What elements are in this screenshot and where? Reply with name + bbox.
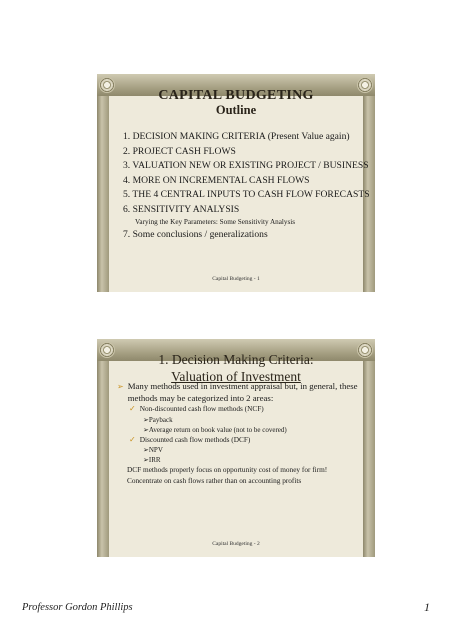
check-bullet-icon: ✓	[129, 434, 136, 444]
slide-title: CAPITAL BUDGETING	[158, 88, 314, 103]
arrow-bullet-icon: ➢	[143, 425, 149, 434]
main-bullet-text: Many methods used in investment appraisal but, in general, these methods may be categorized into 2 areas:	[127, 381, 358, 403]
check-bullet-icon: ✓	[129, 404, 136, 413]
column-left	[97, 361, 109, 557]
outline-sub-item: Varying the Key Parameters: Some Sensitivity Analysis	[135, 218, 296, 226]
column-left	[97, 96, 109, 292]
sub-bullet	[117, 435, 365, 446]
note-line: DCF methods properly focus on opportunity cost of money for firm!	[127, 465, 328, 474]
outline-item: 7. Some conclusions / generalizations	[123, 229, 268, 240]
slide-footer: Capital Budgeting - 2	[212, 541, 260, 547]
slide-title	[97, 351, 375, 385]
author-name: Professor Gordon Phillips	[22, 602, 133, 613]
arrow-bullet-icon: ➢	[143, 456, 149, 464]
sub-bullet-text: Discounted cash flow methods (DCF)	[139, 434, 251, 444]
outline-item: 3. VALUATION NEW OR EXISTING PROJECT / BUSINESS	[123, 160, 369, 171]
outline-item: 6. SENSITIVITY ANALYSIS	[123, 203, 240, 215]
list-item	[117, 445, 365, 455]
list-item-text: NPV	[148, 446, 163, 454]
arrow-bullet-icon: ➢	[117, 382, 124, 391]
note-line: Concentrate on cash flows rather than on accounting profits	[127, 475, 302, 485]
list-item	[117, 415, 365, 425]
sub-bullet	[117, 404, 365, 415]
slide-2	[97, 339, 375, 557]
outline-item: 4. MORE ON INCREMENTAL CASH FLOWS	[123, 174, 310, 186]
slide-title-line-1: 1. Decision Making Criteria:	[158, 352, 314, 367]
outline-item: 1. DECISION MAKING CRITERIA (Present Value again)	[123, 131, 350, 142]
main-bullet	[117, 381, 365, 404]
arrow-bullet-icon: ➢	[143, 446, 149, 454]
outline-item: 5. THE 4 CENTRAL INPUTS TO CASH FLOW FORECASTS	[123, 189, 370, 200]
slide-title-line-2: Valuation of Investment	[171, 369, 301, 384]
slide-footer: Capital Budgeting - 1	[212, 276, 260, 282]
arrow-bullet-icon: ➢	[143, 415, 149, 424]
outline-list	[123, 130, 369, 243]
slide-1	[97, 74, 375, 292]
list-item	[117, 455, 365, 465]
list-item-text: IRR	[148, 456, 161, 464]
list-item-text: Payback	[148, 415, 173, 424]
list-item	[117, 425, 365, 435]
slide-subtitle: Outline	[215, 103, 257, 117]
outline-item: 2. PROJECT CASH FLOWS	[123, 145, 236, 157]
page-number: 1	[424, 600, 430, 614]
sub-bullet-text: Non-discounted cash flow methods (NCF)	[139, 404, 264, 413]
slide-body	[117, 381, 365, 486]
list-item-text: Average return on book value (not to be covered)	[148, 425, 287, 434]
